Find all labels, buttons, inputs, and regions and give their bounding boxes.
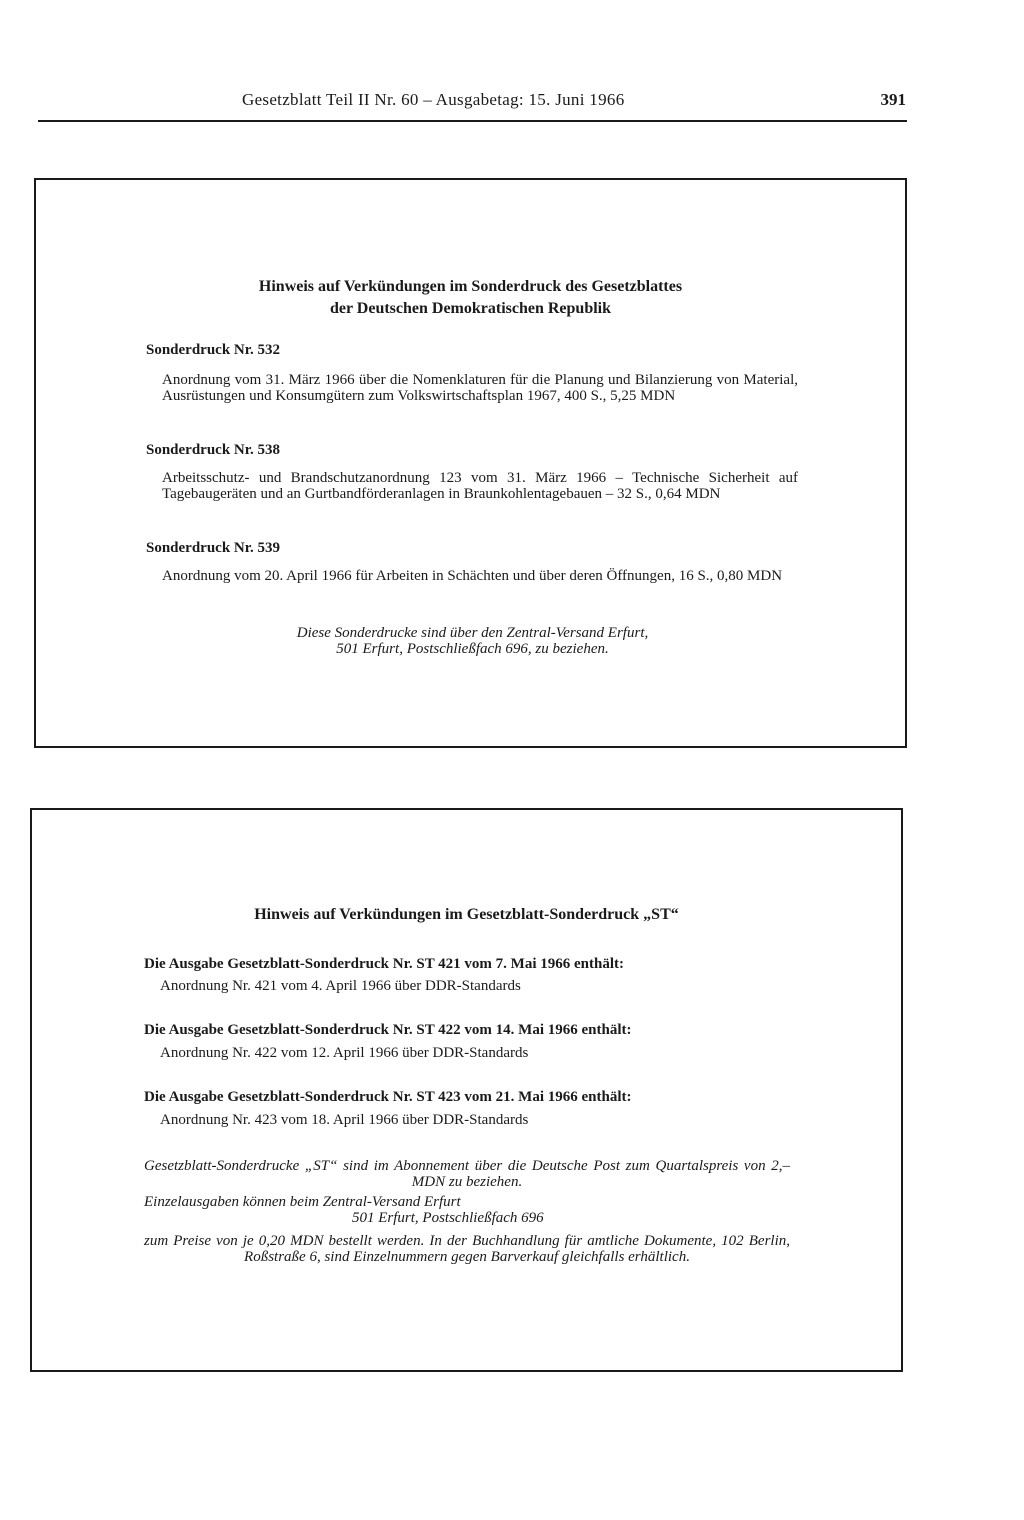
subscription-note: Gesetzblatt-Sonderdrucke „ST“ sind im Abonnement über die Deutsche Post zum Quartalspreis von 2,– MDN zu beziehen. xyxy=(144,1158,790,1190)
page-number: 391 xyxy=(880,90,906,109)
item-body-532: Anordnung vom 31. März 1966 über die Nomenklaturen für die Planung und Bilanzierung von Material, Ausrüstungen und Konsumgütern zum Volkswirtschaftsplan 1967, 400 S., 5,25 MDN xyxy=(162,372,798,404)
issue-body-st421: Anordnung Nr. 421 vom 4. April 1966 über DDR-Standards xyxy=(160,978,521,994)
item-body-539: Anordnung vom 20. April 1966 für Arbeiten in Schächten und über deren Öffnungen, 16 S., 0,80 MDN xyxy=(162,568,783,584)
issue-heading-st422: Die Ausgabe Gesetzblatt-Sonderdruck Nr. ST 422 vom 14. Mai 1966 enthält: xyxy=(144,1022,632,1038)
st-notice-box xyxy=(30,808,903,1372)
item-heading-532: Sonderdruck Nr. 532 xyxy=(146,342,281,358)
single-issues-line2: 501 Erfurt, Postschließfach 696 xyxy=(352,1210,544,1226)
box1-title-line2: der Deutschen Demokratischen Republik xyxy=(329,300,612,317)
box2-title: Hinweis auf Verkündungen im Gesetzblatt-Sonderdruck „ST“ xyxy=(254,906,679,923)
price-note: zum Preise von je 0,20 MDN bestellt werden. In der Buchhandlung für amtliche Dokumente, 102 Berlin, Roßstraße 6, sind Einzelnummern gegen Barverkauf gleichfalls erhältlich. xyxy=(144,1233,790,1265)
header-rule xyxy=(38,120,907,122)
running-head-title: Gesetzblatt Teil II Nr. 60 – Ausgabetag: 15. Juni 1966 xyxy=(242,90,625,109)
sonderdruck-notice-box xyxy=(34,178,907,748)
issue-body-st422: Anordnung Nr. 422 vom 12. April 1966 über DDR-Standards xyxy=(160,1045,529,1061)
issue-body-st423: Anordnung Nr. 423 vom 18. April 1966 über DDR-Standards xyxy=(160,1112,529,1128)
box1-title-line1: Hinweis auf Verkündungen im Sonderdruck des Gesetzblattes xyxy=(258,278,683,295)
item-heading-538: Sonderdruck Nr. 538 xyxy=(146,442,281,458)
issue-heading-st423: Die Ausgabe Gesetzblatt-Sonderdruck Nr. ST 423 vom 21. Mai 1966 enthält: xyxy=(144,1089,632,1105)
item-body-538: Arbeitsschutz- und Brandschutzanordnung 123 vom 31. März 1966 – Technische Sicherheit auf Tagebaugeräten und an Gurtbandförderanlagen in Braunkohlentagebauen – 32 S., 0,64 MDN xyxy=(162,470,798,502)
box1-order-note-line1: Diese Sonderdrucke sind über den Zentral-Versand Erfurt, xyxy=(296,625,649,641)
running-head xyxy=(0,90,1024,116)
issue-heading-st421: Die Ausgabe Gesetzblatt-Sonderdruck Nr. ST 421 vom 7. Mai 1966 enthält: xyxy=(144,956,624,972)
box1-order-note-line2: 501 Erfurt, Postschließfach 696, zu beziehen. xyxy=(336,641,609,657)
item-heading-539: Sonderdruck Nr. 539 xyxy=(146,540,281,556)
single-issues-line1: Einzelausgaben können beim Zentral-Versand Erfurt xyxy=(144,1194,461,1210)
